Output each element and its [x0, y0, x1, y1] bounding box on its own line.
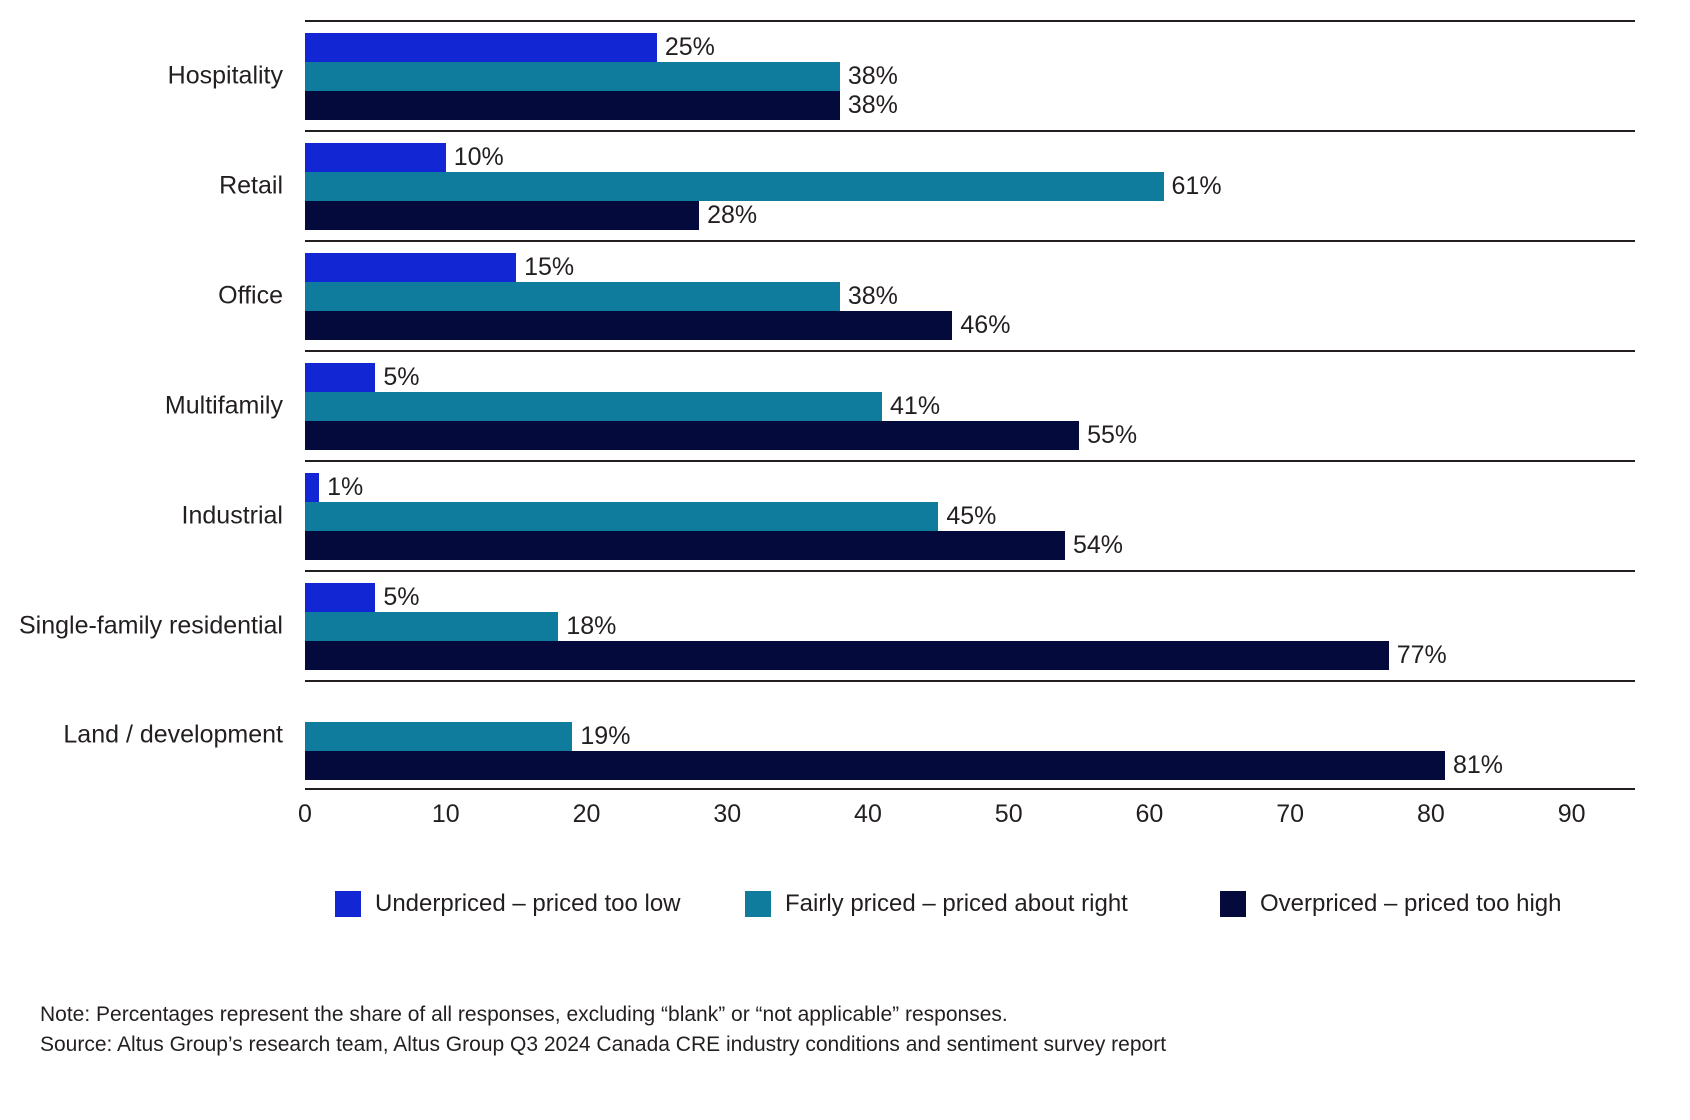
bar-value-label: 18% — [566, 611, 617, 640]
bar-rect — [305, 473, 319, 502]
bar-value-label: 38% — [847, 61, 898, 90]
bar-group — [219, 130, 1635, 240]
bar-value-label: 46% — [960, 310, 1011, 339]
bar-item — [305, 751, 1635, 780]
bar-rect — [305, 311, 952, 340]
category-label: Land / development — [63, 720, 283, 749]
bar-value-label: 1% — [327, 472, 364, 501]
bar-item — [305, 693, 1635, 722]
bar-item — [305, 311, 1635, 340]
x-axis-tick-label: 0 — [298, 800, 312, 828]
category-label: Hospitality — [167, 61, 283, 90]
bar-item — [305, 502, 1635, 531]
bar-stack — [305, 22, 1635, 130]
bar-item — [305, 612, 1635, 641]
bar-item — [305, 421, 1635, 450]
bar-item — [305, 392, 1635, 421]
x-axis-tick-label: 10 — [431, 800, 460, 828]
bar-rect — [305, 33, 657, 62]
bar-value-label: 77% — [1396, 640, 1447, 669]
bar-rect — [305, 641, 1389, 670]
bar-item — [305, 363, 1635, 392]
bar-group — [63, 680, 1635, 790]
bar-item — [305, 62, 1635, 91]
x-axis-tick-label: 50 — [994, 800, 1023, 828]
bar-value-label: 41% — [890, 391, 941, 420]
bar-value-label: 54% — [1073, 530, 1124, 559]
bar-item — [305, 201, 1635, 230]
bar-stack — [305, 462, 1635, 570]
bar-rect — [305, 392, 882, 421]
bar-value-label: 81% — [1453, 750, 1504, 779]
bar-item — [305, 253, 1635, 282]
bar-value-label: 15% — [524, 252, 575, 281]
bar-value-label: 5% — [383, 362, 420, 391]
bar-value-label: 55% — [1087, 420, 1138, 449]
chart-legend — [305, 890, 1635, 936]
bar-value-label: 5% — [383, 582, 420, 611]
bar-item — [305, 473, 1635, 502]
bar-stack — [305, 242, 1635, 350]
legend-label: Overpriced – priced too high — [1260, 890, 1562, 917]
bar-group — [167, 20, 1635, 130]
bar-rect — [305, 751, 1445, 780]
legend-swatch-icon — [745, 891, 771, 917]
bar-stack — [305, 132, 1635, 240]
legend-label: Underpriced – priced too low — [375, 890, 681, 917]
bar-item — [305, 282, 1635, 311]
bar-stack — [305, 682, 1635, 788]
bar-item — [305, 722, 1635, 751]
bar-group — [218, 240, 1635, 350]
bar-stack — [305, 352, 1635, 460]
category-label: Office — [218, 281, 283, 310]
bar-rect — [305, 201, 699, 230]
legend-swatch-icon — [335, 891, 361, 917]
x-axis-tick-label: 20 — [572, 800, 601, 828]
x-axis-tick-label: 90 — [1557, 800, 1586, 828]
x-axis-tick-label: 80 — [1417, 800, 1445, 828]
bar-item — [305, 531, 1635, 560]
bar-item — [305, 143, 1635, 172]
bar-value-label: 61% — [1171, 171, 1222, 200]
category-label: Single-family residential — [18, 611, 283, 640]
bar-value-label: 38% — [847, 281, 898, 310]
x-axis-tick-label: 70 — [1276, 800, 1305, 828]
bar-item — [305, 641, 1635, 670]
bar-rect — [305, 421, 1079, 450]
bar-rect — [305, 62, 840, 91]
bar-rect — [305, 253, 516, 282]
legend-item[interactable] — [335, 890, 681, 918]
legend-item[interactable] — [745, 890, 1128, 918]
bar-group — [181, 460, 1635, 570]
bar-rect — [305, 612, 558, 641]
bar-rect — [305, 363, 375, 392]
chart-footnotes — [40, 1000, 1640, 1061]
bar-rect — [305, 143, 446, 172]
bar-item — [305, 172, 1635, 201]
bar-rect — [305, 172, 1164, 201]
bar-group — [164, 350, 1635, 460]
legend-item[interactable] — [1220, 890, 1562, 918]
legend-swatch-icon — [1220, 891, 1246, 917]
bar-group — [18, 570, 1635, 680]
category-label: Multifamily — [164, 391, 283, 420]
bar-rect — [305, 91, 840, 120]
category-label: Retail — [219, 171, 283, 200]
x-axis-tick-label: 30 — [713, 800, 742, 828]
bar-rect — [305, 502, 938, 531]
bar-value-label: 45% — [946, 501, 997, 530]
bar-rect — [305, 531, 1065, 560]
category-label: Industrial — [181, 501, 283, 530]
bar-value-label: 28% — [707, 200, 758, 229]
bar-item — [305, 91, 1635, 120]
note-text: Note: Percentages represent the share of all responses, excluding “blank” or “not applicable” responses. — [40, 1003, 1008, 1026]
bar-item — [305, 583, 1635, 612]
x-axis — [298, 800, 1635, 840]
bar-value-label: 19% — [580, 721, 631, 750]
bar-rect — [305, 722, 572, 751]
bar-stack — [305, 572, 1635, 680]
bar-item — [305, 33, 1635, 62]
bar-value-label: 10% — [453, 142, 504, 171]
bar-value-label: 25% — [664, 32, 715, 61]
x-axis-tick-label: 60 — [1135, 800, 1164, 828]
bar-rect — [305, 282, 840, 311]
bar-value-label: 38% — [847, 90, 898, 119]
legend-label: Fairly priced – priced about right — [785, 890, 1128, 917]
x-axis-tick-label: 40 — [854, 800, 882, 828]
bar-rect — [305, 583, 375, 612]
plot-area — [18, 20, 1635, 790]
source-text: Source: Altus Group’s research team, Altus Group Q3 2024 Canada CRE industry conditions and sentiment survey report — [40, 1033, 1167, 1057]
